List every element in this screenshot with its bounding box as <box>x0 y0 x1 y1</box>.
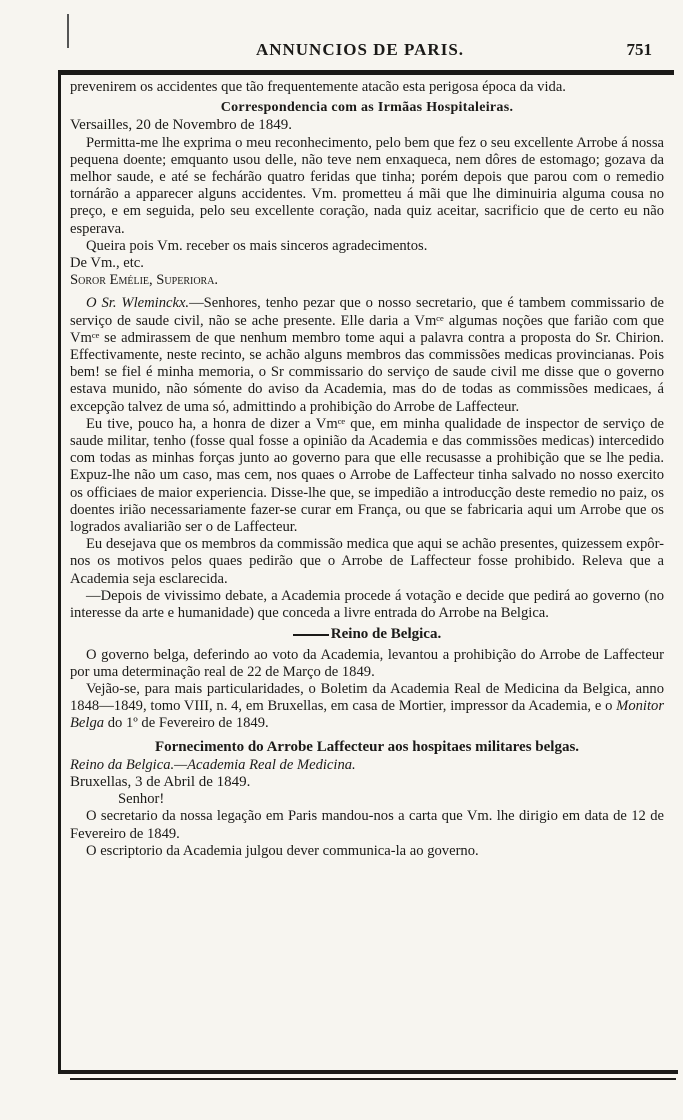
fornecimento-salutation: Senhor! <box>118 791 165 808</box>
heading-dash <box>293 634 329 636</box>
correspondence-letter: Permitta-me lhe exprima o meu reconhecimento, pelo bem que fez o seu excellente Arrobe á nossa pequena doente; emquanto usou delle, não teve nem enxaqueca, nem dôres de estomago; gozava da melhor saude, e até se fechárão quatro feridas que tinha; porém depois que parou com o remedio tornárão a apparecer alguns accidentes. Vm. prometteu á mãi que lhe diminuiria alguma cousa no preço, e em seguida, pelo seu excellente coração, nada quiz aceitar, sacrificio que de certo eu não esperava. <box>70 134 664 237</box>
left-rule <box>58 70 61 1072</box>
reino-text-b: do 1º de Fevereiro de 1849. <box>104 715 269 732</box>
article-body <box>70 79 664 860</box>
debate-paragraph: —Depois de vivissimo debate, a Academia procede á votação e decide que pedirá ao governo (no interesse da arte e humanidade) que conceda a livre entrada do Arrobe na Belgica. <box>70 587 664 622</box>
correspondence-heading: Correspondencia com as Irmãas Hospitaleiras. <box>220 100 514 116</box>
wleminckx-text-1: —Senhores, tenho pezar que o nosso secretario, que é tambem commissario de serviço de saude civil, não se ache presente. Elle daria a Vmᶜᵉ algumas noções que farião com que Vmᶜᵉ se admirassem de que nenhum membro tome aqui a palavra contra a proposta do Sr. Chirion. Effectivamente, neste recinto, se achão alguns membros das commissões medicas provincianas. Pois bem! se fiel é minha memoria, o Sr commissario do serviço de saude civil me disse que o governo estava munido, não sómente do aviso da Academia, mas do de todas as commissões medicaes, á excepção talvez de uma só, admittindo a prohibição do Arrobe de Laffecteur. <box>70 295 664 415</box>
header-title: ANNUNCIOS DE PARIS. <box>255 40 465 59</box>
top-rule <box>58 70 674 75</box>
fornecimento-heading: Fornecimento do Arrobe Laffecteur aos hospitaes militares belgas. <box>154 738 580 755</box>
speaker-name: O Sr. Wleminckx. <box>86 295 190 312</box>
wleminckx-paragraph-3: Eu desejava que os membros da commissão medica que aqui se achão presentes, quizessem expôr-nos os motivos pelos quaes pedirão que o Arrobe de Laffecteur fosse prohibido. Releva que a Academia seja esclarecida. <box>70 536 664 587</box>
running-header <box>60 38 660 64</box>
wleminckx-paragraph-2: Eu tive, pouco ha, a honra de dizer a Vmᶜᵉ que, em minha qualidade de inspector de serviço de saude militar, tenho (fosse qual fosse a opinião da Academia e das commissões medicas) intercedido com todas as minhas forças junto ao governo para que elle recusasse a prohibição que se lhe pedia. Expuz-lhe não um caso, mas cem, nos quaes o Arrobe de Laffecteur tinha salvado no nosso exercito os officiaes de maior experiencia. Disse-lhe que, se impedião a introducção deste remedio no paiz, os doentes irião necessariamente fazer-se curar em França, ou que se fabricaria aqui um Arrobe que os logrados avaliarião ser o de Laffecteur. <box>70 415 664 536</box>
correspondence-thanks: Queira pois Vm. receber os mais sinceros agradecimentos. <box>86 237 428 254</box>
fornecimento-paragraph-2: O escriptorio da Academia julgou dever communica-la ao governo. <box>86 842 479 859</box>
reino-paragraph-1: O governo belga, deferindo ao voto da Academia, levantou a prohibição do Arrobe de Laffecteur por uma determinação real de 22 de Março de 1849. <box>70 646 664 680</box>
correspondence-dateline: Versailles, 20 de Novembro de 1849. <box>70 117 293 134</box>
page-number: 751 <box>626 40 652 59</box>
reino-heading-block <box>70 626 664 643</box>
fornecimento-paragraph-1: O secretario da nossa legação em Paris mandou-nos a carta que Vm. lhe dirigio em data de 12 de Fevereiro de 1849. <box>70 808 664 842</box>
bottom-rule-thin <box>70 1078 676 1080</box>
fornecimento-dateline: Bruxellas, 3 de Abril de 1849. <box>70 773 251 790</box>
monitor-belga-title: Monitor Belga <box>70 698 664 732</box>
correspondence-signature: Soror Emélie, Superiora. <box>70 272 219 289</box>
reino-text-a: Vejão-se, para mais particularidades, o Boletim da Academia Real de Medicina da Belgica, anno 1848—1849, tomo VIII, n. 4, em Bruxellas, em casa de Mortier, impressor da Academia, e o <box>70 680 664 715</box>
correspondence-closing: De Vm., etc. <box>70 255 144 272</box>
bottom-rule-thick <box>58 1070 678 1074</box>
intro-paragraph: prevenirem os accidentes que tão frequentemente atacão esta perigosa época da vida. <box>70 79 566 95</box>
wleminckx-paragraph-1 <box>70 295 664 415</box>
reino-heading: Reino de Belgica. <box>330 626 442 643</box>
fornecimento-subheading: Reino da Belgica.—Academia Real de Medicina. <box>70 756 356 773</box>
reino-paragraph-2 <box>70 681 664 733</box>
